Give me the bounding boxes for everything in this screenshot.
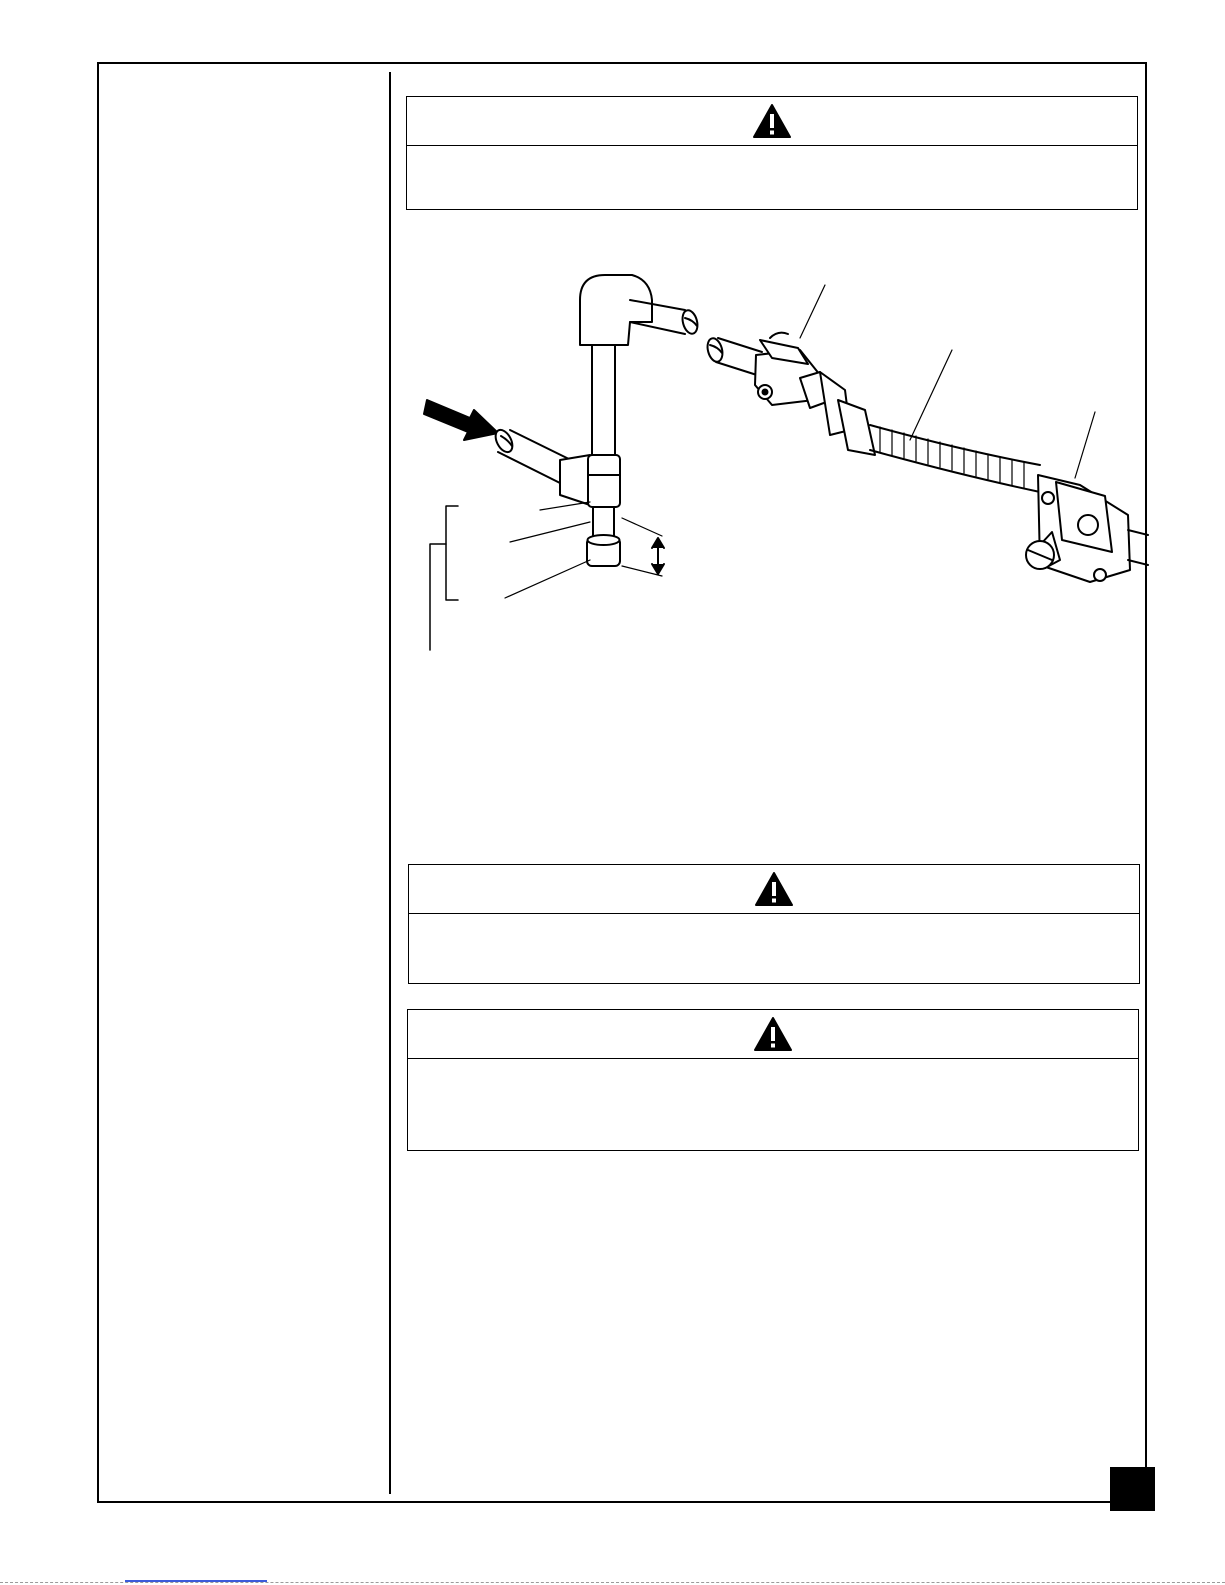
column-divider xyxy=(389,72,391,1494)
bottom-link-underline[interactable] xyxy=(125,1580,267,1582)
page-bottom-rule xyxy=(0,1582,1225,1584)
warning-box-2 xyxy=(408,864,1140,984)
gas-inlet-arrow-icon xyxy=(424,400,498,440)
warning-header-2 xyxy=(409,865,1139,914)
flexible-gas-line-icon xyxy=(870,425,1040,492)
gas-regulator-icon xyxy=(1026,475,1148,582)
warning-body-3 xyxy=(408,1058,1138,1150)
page-number-box xyxy=(1110,1467,1155,1511)
gas-connection-figure xyxy=(400,260,1150,670)
warning-body-2 xyxy=(409,913,1139,983)
warning-body-1 xyxy=(407,145,1137,209)
warning-box-3 xyxy=(407,1009,1139,1151)
warning-header-1 xyxy=(407,97,1137,146)
warning-box-1 xyxy=(406,96,1138,210)
warning-triangle-icon xyxy=(752,103,792,139)
warning-triangle-icon xyxy=(754,871,794,907)
warning-header-3 xyxy=(408,1010,1138,1059)
warning-triangle-icon xyxy=(753,1016,793,1052)
